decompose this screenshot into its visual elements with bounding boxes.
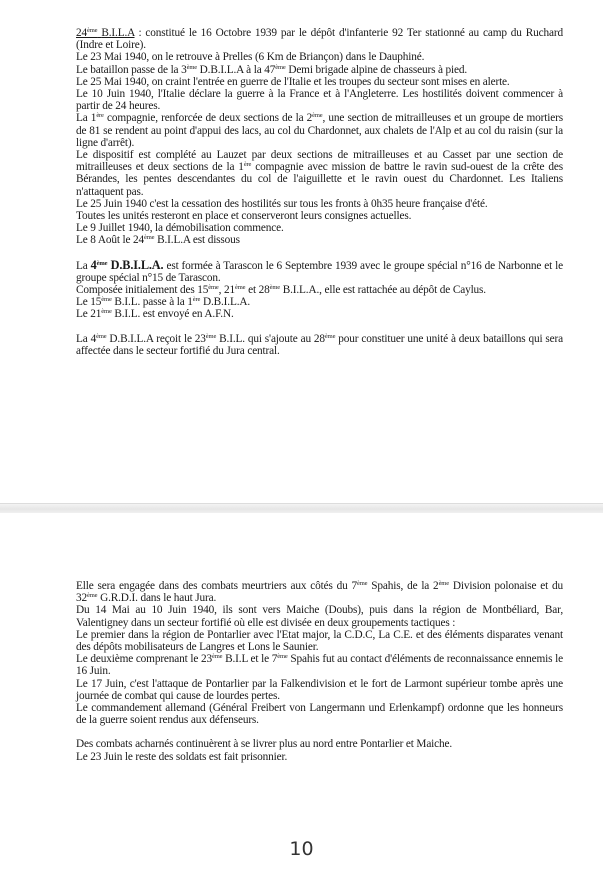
superscript: ème	[208, 284, 219, 292]
sentence-text: B.I.L. est envoyé en A.F.N.	[111, 308, 234, 321]
sentence-text: Du 14 Mai au 10 Juin 1940, ils sont vers Maiche (Doubs), puis dans la région de Montbéliard, Bar, Valentigney dans un secteur fortifié où elle est divisée en deux groupements tactiques :	[76, 604, 563, 629]
superscript: ème	[101, 308, 112, 316]
sentence-text: La 1	[76, 112, 97, 125]
sentence-text: Le bataillon passe de la 3	[76, 63, 187, 76]
page-bottom-half	[0, 513, 603, 872]
superscript: ème	[101, 296, 112, 304]
paragraph-final-combats	[76, 738, 563, 762]
paragraph-4-dbila	[76, 259, 563, 321]
sentence-text: Le 23 Mai 1940, on le retrouve à Prelles (6 Km de Briançon) dans le Dauphiné.	[76, 51, 425, 64]
sentence-text: G.R.D.I. dans le haut Jura.	[97, 592, 217, 605]
sentence-text: Le 8 Août le 24	[76, 234, 145, 247]
superscript: ème	[324, 332, 336, 340]
sentence-text: Le 9 Juillet 1940, la démobilisation commence.	[76, 222, 284, 235]
sentence-text: Le 17 Juin, c'est l'attaque de Pontarlier par la Falkendivision et le fort de Larmont supérieur tombe après une journée de combat qui cause de lourdes pertes.	[76, 677, 563, 702]
superscript: ère	[243, 161, 252, 169]
sentence-text: Composée initialement des 15	[76, 284, 209, 297]
sentence-text: est formée à Tarascon le 6 Septembre 1939 avec le groupe spécial n°16 de Narbonne et le groupe spécial n°15 de Tarascon.	[76, 259, 563, 284]
text-section-bottom	[76, 580, 563, 763]
superscript: ème	[275, 63, 286, 71]
superscript: ème	[87, 592, 98, 600]
unit-name: B.I.L.A	[101, 27, 135, 39]
sentence-text: compagnie, renforcée de deux sections de la 2	[103, 112, 313, 125]
sentence-text: pour constituer une unité à deux bataillons qui sera affectée dans le secteur fortifié du Jura central.	[76, 332, 563, 357]
sentence-text: : constitué le 16 Octobre 1939 par le dépôt d'infanterie 92 Ter stationné au camp du Ruchard (Indre et Loire).	[76, 27, 563, 52]
superscript: ème	[211, 653, 223, 661]
sentence-text: Des combats acharnés continuèrent à se livrer plus au nord entre Pontarlier et Maiche.	[76, 738, 453, 751]
sentence-text: Spahis fut au contact d'éléments de reconnaissance ennemis le 16 Juin.	[76, 653, 563, 678]
unit-number: 24	[76, 27, 87, 39]
sentence-text: D.B.I.L.A reçoit le 23	[106, 332, 206, 345]
sentence-text: Le 10 Juin 1940, l'Italie déclare la guerre à la France et à l'Angleterre. Les hostilités doivent commencer à partir de 24 heures.	[76, 88, 563, 113]
paragraph-jura-combats	[76, 580, 563, 726]
superscript: ère	[96, 112, 104, 120]
superscript: ème	[269, 284, 281, 292]
sentence-text: Le 15	[76, 296, 102, 309]
superscript: ème	[96, 259, 108, 267]
sentence-text: B.I.L. qui s'ajoute au 28	[216, 332, 325, 345]
sentence-text: D.B.I.L.A.	[200, 296, 251, 309]
sentence-text: , 21	[218, 284, 236, 297]
sentence-text: D.B.I.L.A à la 47	[197, 63, 276, 76]
superscript: ème	[312, 112, 323, 120]
sentence-text: Le dispositif est complété au Lauzet par deux sections de mitrailleuses et au Casset par une section de mitrailleuses et deux sections de la 1	[76, 149, 563, 174]
sentence-text: et 28	[245, 284, 270, 297]
sentence-text: La	[76, 259, 91, 272]
superscript: ème	[205, 332, 217, 340]
superscript: ème	[235, 284, 246, 292]
sentence-text: La 4	[76, 332, 97, 345]
sentence-text: Le 25 Juin 1940 c'est la cessation des hostilités sur tous les fronts à 0h35 heure française d'été.	[76, 197, 488, 210]
text-section-top	[76, 27, 563, 357]
superscript: ème	[277, 653, 288, 661]
sentence-text: B.I.L et le 7	[222, 653, 278, 666]
unit-heading-24-bila	[76, 27, 135, 39]
sentence-text: Le premier dans la région de Pontarlier avec l'Etat major, la C.D.C, La C.E. et des éléments disparates venant des dépôts mobilisateurs de Langres et Lons le Saunier.	[76, 628, 563, 654]
superscript: ème	[144, 234, 155, 242]
superscript: ème	[186, 63, 197, 71]
sentence-text: Le 23 Juin le reste des soldats est fait prisonnier.	[76, 750, 288, 763]
sentence-text: , une section de mitrailleuses et un groupe de mortiers de 81 se rendent au point d'appui des lacs, au col du Chardonnet, aux chalets de l'Alp et au col du raisin (sur la ligne d'arrêt).	[76, 112, 563, 149]
sentence-text: B.I.L. passe à la 1	[111, 296, 193, 309]
unit-name: D.B.I.L.A.	[107, 257, 164, 272]
page-number: 10	[289, 838, 314, 860]
paragraph-23-bil	[76, 333, 563, 357]
unit-heading-4-dbila	[91, 258, 164, 272]
sentence-text: Demi brigade alpine de chasseurs à pied.	[285, 63, 468, 76]
superscript: ème	[96, 332, 107, 340]
sentence-text: B.I.L.A est dissous	[154, 234, 240, 247]
sentence-text: Le deuxième comprenant le 23	[76, 653, 212, 666]
superscript: ère	[192, 296, 201, 304]
superscript: ème	[438, 580, 449, 587]
unit-number: 4	[90, 257, 97, 272]
sentence-text: Le 21	[76, 308, 102, 321]
superscript: ème	[87, 27, 98, 34]
sentence-text: B.I.L.A., elle est rattachée au dépôt de Caylus.	[280, 284, 486, 297]
sentence-text: Toutes les unités resteront en place et conserveront leurs consignes actuelles.	[76, 210, 412, 223]
sentence-text: Le 25 Mai 1940, on craint l'entrée en guerre de l'Italie et les troupes du secteur sont mises en alerte.	[76, 75, 510, 88]
paragraph-24-bila	[76, 27, 563, 247]
superscript: ème	[357, 580, 368, 587]
sentence-text: Elle sera engagée dans des combats meurtriers aux côtés du 7	[76, 580, 358, 592]
sentence-text: Division polonaise et du 32	[76, 580, 563, 605]
sentence-text: Spahis, de la 2	[367, 580, 439, 592]
sentence-text: compagnie avec mission de battre le ravin sud-ouest de la crête des Bérandes, les pentes descendantes du col de l'aiguillette et le ravin ouest du Chardonnet. Les Italiens n'attaquent pas.	[76, 161, 563, 198]
sentence-text: Le commandement allemand (Général Freibert von Langermann und Erlenkampf) ordonne que les honneurs de la guerre soient rendus aux défenseurs.	[76, 702, 563, 727]
